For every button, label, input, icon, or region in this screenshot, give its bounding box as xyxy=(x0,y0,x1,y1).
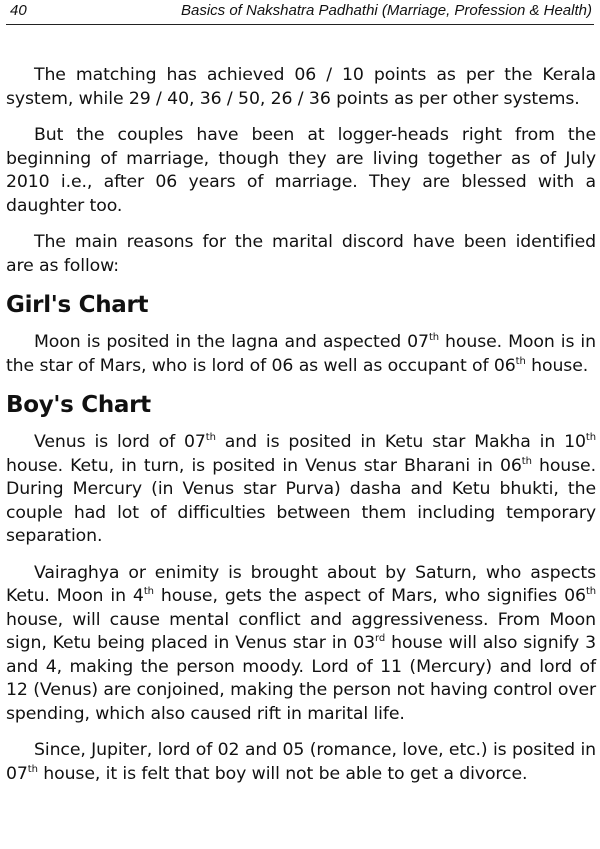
superscript: th xyxy=(585,432,596,444)
paragraph-boys-vairaghya xyxy=(6,562,596,727)
page-number: 40 xyxy=(10,2,27,19)
page-body xyxy=(6,64,596,799)
text-run: house, gets the aspect of Mars, who signifies 06 xyxy=(153,586,586,606)
heading-girls-chart: Girl's Chart xyxy=(6,292,149,318)
text-run: house. Moon is in the star of Mars, who is lord of 06 as well as occupant of 06 xyxy=(6,332,596,376)
superscript: th xyxy=(27,763,38,775)
paragraph-girls-moon xyxy=(6,331,596,378)
paragraph-matching: The matching has achieved 06 / 10 points as per the Kerala system, while 29 / 40, 36 / 50, 26 / 36 points as per other systems. xyxy=(6,65,596,109)
superscript: rd xyxy=(375,633,386,645)
text-run: house, will cause mental conflict and aggressiveness. From Moon sign, Ketu being placed in Venus star in 03 xyxy=(6,609,596,653)
heading-boys-chart: Boy's Chart xyxy=(6,392,151,418)
paragraph-boys-venus xyxy=(6,431,596,549)
superscript: th xyxy=(428,332,439,344)
paragraph-loggerheads: But the couples have been at logger-heads right from the beginning of marriage, though they are living together as of July 2010 i.e., after 06 years of marriage. They are blessed with a daughter too. xyxy=(6,125,596,216)
text-run: Venus is lord of 07 xyxy=(34,432,206,452)
running-header xyxy=(6,0,594,25)
paragraph-reasons: The main reasons for the marital discord have been identified are as follow: xyxy=(6,232,596,276)
superscript: th xyxy=(515,355,526,367)
text-run: Vairaghya or enimity is brought about by Saturn, who aspects Ketu. Moon in 4 xyxy=(6,562,596,606)
text-run: house. During Mercury (in Venus star Purva) dasha and Ketu bhukti, the couple had lot of difficulties between them including temporary separation. xyxy=(6,455,596,546)
text-run: and is posited in Ketu star Makha in 10 xyxy=(215,432,586,452)
superscript: th xyxy=(205,432,216,444)
superscript: th xyxy=(143,586,154,598)
text-run: house. xyxy=(525,355,589,376)
text-run: house will also signify 3 and 4, making the person moody. Lord of 11 (Mercury) and lord of 12 (Venus) are conjoined, making the person not having control over spending, which also caused rift in marital life. xyxy=(6,633,597,724)
text-run: house. Ketu, in turn, is posited in Venus star Bharani in 06 xyxy=(6,455,522,476)
text-run: house, it is felt that boy will not be able to get a divorce. xyxy=(37,763,528,784)
superscript: th xyxy=(521,455,532,467)
superscript: th xyxy=(585,586,596,598)
text-run: Since, Jupiter, lord of 02 and 05 (romance, love, etc.) is posited in 07 xyxy=(6,740,596,784)
text-run: Moon is posited in the lagna and aspected 07 xyxy=(34,332,429,352)
book-title: Basics of Nakshatra Padhathi (Marriage, Profession & Health) xyxy=(180,2,592,19)
paragraph-boys-jupiter xyxy=(6,739,596,786)
